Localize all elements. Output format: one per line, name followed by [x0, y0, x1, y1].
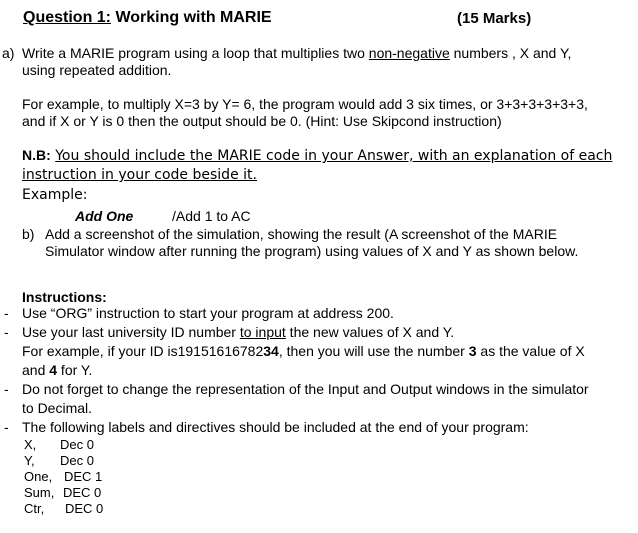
- instruction-item-3-line2: to Decimal.: [22, 400, 93, 416]
- nb-prefix: N.B:: [22, 147, 51, 163]
- marks-label: (15 Marks): [457, 10, 532, 27]
- instruction-item-4: The following labels and directives should be included at the end of your program:: [22, 419, 529, 435]
- bullet-2: -: [4, 324, 9, 340]
- question-title-text: Working with MARIE: [111, 9, 272, 26]
- nb-text-line1: You should include the MARIE code in your Answer, with an explanation of each: [55, 148, 613, 164]
- label-name-ctr: Ctr,: [24, 501, 45, 516]
- label-directive-y: Dec 0: [60, 453, 94, 468]
- part-a-example-line2: and if X or Y is 0 then the output should be 0. (Hint: Use Skipcond instruction): [22, 113, 502, 129]
- bullet-1: -: [4, 305, 9, 321]
- label-name-one: One,: [24, 469, 53, 484]
- label-directive-ctr: DEC 0: [65, 501, 104, 516]
- part-a-marker: a): [2, 45, 15, 61]
- part-b-marker: b): [22, 226, 35, 242]
- instruction-item-2-example: For example, if your ID is1915161678234, then you will use the number 3 as the value of X: [22, 343, 585, 359]
- instruction-item-1: Use “ORG” instruction to start your program at address 200.: [22, 305, 394, 321]
- part-a-example-line1: For example, to multiply X=3 by Y= 6, the program would add 3 six times, or 3+3+3+3+3+3,: [22, 96, 588, 112]
- example-comment: /Add 1 to AC: [172, 208, 251, 224]
- label-name-y: Y,: [24, 453, 35, 468]
- part-b-line1: Add a screenshot of the simulation, showing the result (A screenshot of the MARIE: [45, 226, 558, 242]
- nb-line2: instruction in your code beside it.: [22, 167, 257, 183]
- instruction-item-2-example-line2: and 4 for Y.: [22, 362, 93, 378]
- label-directive-x: Dec 0: [60, 437, 94, 452]
- instruction-item-2: Use your last university ID number to input the new values of X and Y.: [22, 324, 455, 340]
- to-input-term: to input: [239, 324, 286, 340]
- bullet-3: -: [4, 381, 9, 397]
- bullet-4: -: [4, 419, 9, 435]
- part-a-line2: using repeated addition.: [22, 62, 172, 78]
- instruction-item-3-line1: Do not forget to change the representation of the Input and Output windows in the simulator: [22, 381, 589, 397]
- question-number: Question 1:: [23, 9, 112, 26]
- example-label: Example:: [22, 187, 88, 203]
- non-negative-term: non-negative: [368, 45, 450, 61]
- label-directive-sum: DEC 0: [63, 485, 102, 500]
- question-title: [23, 8, 272, 27]
- nb-line1: [22, 146, 612, 166]
- instructions-heading: Instructions:: [22, 289, 107, 305]
- part-a-line1: Write a MARIE program using a loop that multiplies two non-negative numbers , X and Y,: [22, 45, 572, 61]
- label-name-sum: Sum,: [24, 485, 55, 500]
- label-directive-one: DEC 1: [64, 469, 103, 484]
- label-name-x: X,: [24, 437, 37, 452]
- example-code: Add One: [75, 208, 134, 224]
- part-b-line2: Simulator window after running the program) using values of X and Y as shown below.: [45, 243, 579, 259]
